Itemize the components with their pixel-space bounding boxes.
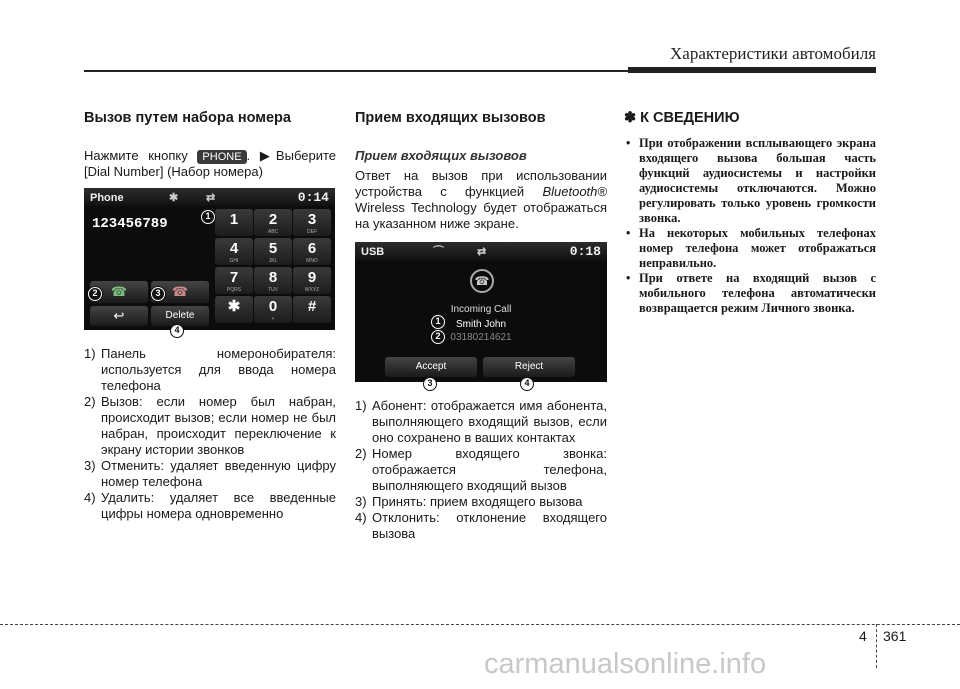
key-digit: 8 bbox=[268, 269, 278, 286]
signal-icon: ⌒ bbox=[433, 246, 444, 258]
keypad-key[interactable] bbox=[293, 296, 331, 323]
dial-screen bbox=[84, 188, 335, 335]
callout-badge-4: 4 bbox=[520, 377, 534, 391]
list-item: 4) Удалить: удаляет все введенные цифры номера одновременно bbox=[84, 490, 336, 521]
screen-title: USB bbox=[361, 246, 385, 258]
keypad-key[interactable] bbox=[293, 209, 331, 236]
key-digit: 6 bbox=[307, 240, 317, 257]
callout-badge-1: 1 bbox=[431, 315, 445, 329]
dial-intro: Нажмите кнопку PHONE . ▶Выберите [Dial Number] (Набор номера) bbox=[84, 148, 336, 179]
dialed-number: 123456789 bbox=[92, 216, 168, 232]
usb-icon: ⇄ bbox=[206, 192, 216, 204]
dial-legend-list bbox=[84, 346, 336, 522]
notes-list bbox=[624, 136, 876, 316]
key-letters: ABC bbox=[267, 229, 279, 235]
note-heading: ✽ К СВЕДЕНИЮ bbox=[624, 110, 740, 126]
backspace-icon: ↩ bbox=[113, 308, 125, 323]
header-rule-accent bbox=[628, 67, 876, 73]
status-bar bbox=[355, 242, 607, 260]
key-digit: ✱ bbox=[227, 298, 241, 315]
note-item: • При ответе на входящий вызов с мобильного телефона автоматически возвращается режим Личного звонка. bbox=[624, 271, 876, 316]
key-letters: MNO bbox=[306, 258, 318, 264]
keypad-key[interactable] bbox=[254, 296, 292, 323]
column-notes bbox=[624, 110, 876, 316]
key-digit: 1 bbox=[229, 211, 239, 228]
key-letters: WXYZ bbox=[304, 287, 320, 293]
incoming-call-label: Incoming Call bbox=[450, 304, 512, 315]
delete-button[interactable]: Delete bbox=[151, 306, 209, 326]
keypad-key[interactable] bbox=[215, 238, 253, 265]
callout-badge-2: 2 bbox=[88, 287, 102, 301]
callout-badge-1: 1 bbox=[201, 210, 215, 224]
list-item: 2) Номер входящего звонка: отображается телефона, выполняющего входящий вызов bbox=[355, 446, 607, 493]
key-digit: 9 bbox=[307, 269, 317, 286]
accept-button[interactable]: Accept bbox=[385, 357, 477, 377]
keypad-key[interactable] bbox=[254, 238, 292, 265]
key-digit: 3 bbox=[307, 211, 317, 228]
incoming-call-screen bbox=[355, 242, 607, 388]
key-digit: 2 bbox=[268, 211, 278, 228]
key-digit: # bbox=[307, 298, 317, 315]
backspace-button[interactable] bbox=[90, 306, 148, 326]
keypad-key[interactable] bbox=[215, 296, 253, 323]
bluetooth-trademark: Bluetooth® bbox=[542, 184, 607, 199]
keypad-key[interactable] bbox=[293, 267, 331, 294]
list-item: 3) Принять: прием входящего вызова bbox=[355, 494, 583, 509]
callout-badge-3: 3 bbox=[151, 287, 165, 301]
phone-call-icon: ☎ bbox=[470, 269, 494, 293]
column-incoming bbox=[355, 110, 607, 542]
keypad-key[interactable] bbox=[254, 267, 292, 294]
key-letters: + bbox=[271, 316, 275, 322]
key-letters: GHI bbox=[229, 258, 239, 264]
caller-name: Smith John bbox=[455, 319, 507, 330]
incoming-intro: Ответ на вызов при использовании устройства с функцией Bluetooth® Wireless Technology будет отображаться на указанном ниже экране. bbox=[355, 168, 607, 231]
callout-badge-2: 2 bbox=[431, 330, 445, 344]
key-letters: DEF bbox=[307, 229, 317, 235]
list-item: 4) Отклонить: отклонение входящего вызова bbox=[355, 510, 607, 541]
list-item: 3) Отменить: удаляет введенную цифру номер телефона bbox=[84, 458, 336, 489]
incoming-legend-list bbox=[355, 398, 607, 542]
note-item: • На некоторых мобильных телефонах номер телефона может отображаться неправильно. bbox=[624, 226, 876, 271]
key-digit: 5 bbox=[268, 240, 278, 257]
callout-badge-4: 4 bbox=[170, 324, 184, 338]
footer-rule bbox=[0, 624, 960, 625]
screen-title: Phone bbox=[90, 192, 124, 204]
dial-keypad[interactable] bbox=[215, 209, 331, 325]
key-digit: 0 bbox=[268, 298, 278, 315]
section-number: 4 bbox=[859, 628, 867, 644]
call-handset-icon: ☎ bbox=[110, 284, 128, 299]
page-number: 361 bbox=[883, 628, 907, 644]
keypad-key[interactable] bbox=[215, 267, 253, 294]
list-item: 1) Панель номеронобирателя: используется для ввода номера телефона bbox=[84, 346, 336, 393]
key-letters: JKL bbox=[268, 258, 278, 264]
reject-button[interactable]: Reject bbox=[483, 357, 575, 377]
watermark: carmanualsonline.info bbox=[484, 648, 767, 680]
subheading-incoming: Прием входящих вызовов bbox=[355, 148, 527, 163]
key-letters: TUV bbox=[268, 287, 278, 293]
status-bar bbox=[84, 188, 335, 206]
bluetooth-icon: ✱ bbox=[169, 192, 179, 204]
clock: 0:18 bbox=[569, 244, 601, 259]
caller-number: 03180214621 bbox=[450, 332, 512, 343]
key-digit: 7 bbox=[229, 269, 239, 286]
note-item: • При отображении всплывающего экрана входящего вызова большая часть функций аудиосистемы и настройки аудиосистемы отключаются. Можно регулировать только уровень громкости звонка. bbox=[624, 136, 876, 226]
keypad-key[interactable] bbox=[254, 209, 292, 236]
callout-badge-3: 3 bbox=[423, 377, 437, 391]
keypad-key[interactable] bbox=[293, 238, 331, 265]
end-handset-icon: ☎ bbox=[171, 284, 189, 299]
section-heading-incoming: Прием входящих вызовов bbox=[355, 110, 546, 126]
footer-divider bbox=[876, 624, 877, 668]
section-heading-dial: Вызов путем набора номера bbox=[84, 110, 291, 126]
column-dial bbox=[84, 110, 336, 522]
list-item: 1) Абонент: отображается имя абонента, выполняющего входящий вызов, если оно сохранено в ваших контактах bbox=[355, 398, 607, 445]
clock: 0:14 bbox=[297, 190, 329, 205]
key-digit: 4 bbox=[229, 240, 239, 257]
keypad-key[interactable] bbox=[215, 209, 253, 236]
key-letters: PQRS bbox=[226, 287, 242, 293]
running-header: Характеристики автомобиля bbox=[670, 44, 876, 63]
phone-key-label: PHONE bbox=[197, 150, 246, 164]
usb-icon: ⇄ bbox=[477, 246, 487, 258]
list-item: 2) Вызов: если номер был набран, происходит вызов; если номер не был набран, происходит переключение к экрану истории звонков bbox=[84, 394, 336, 457]
